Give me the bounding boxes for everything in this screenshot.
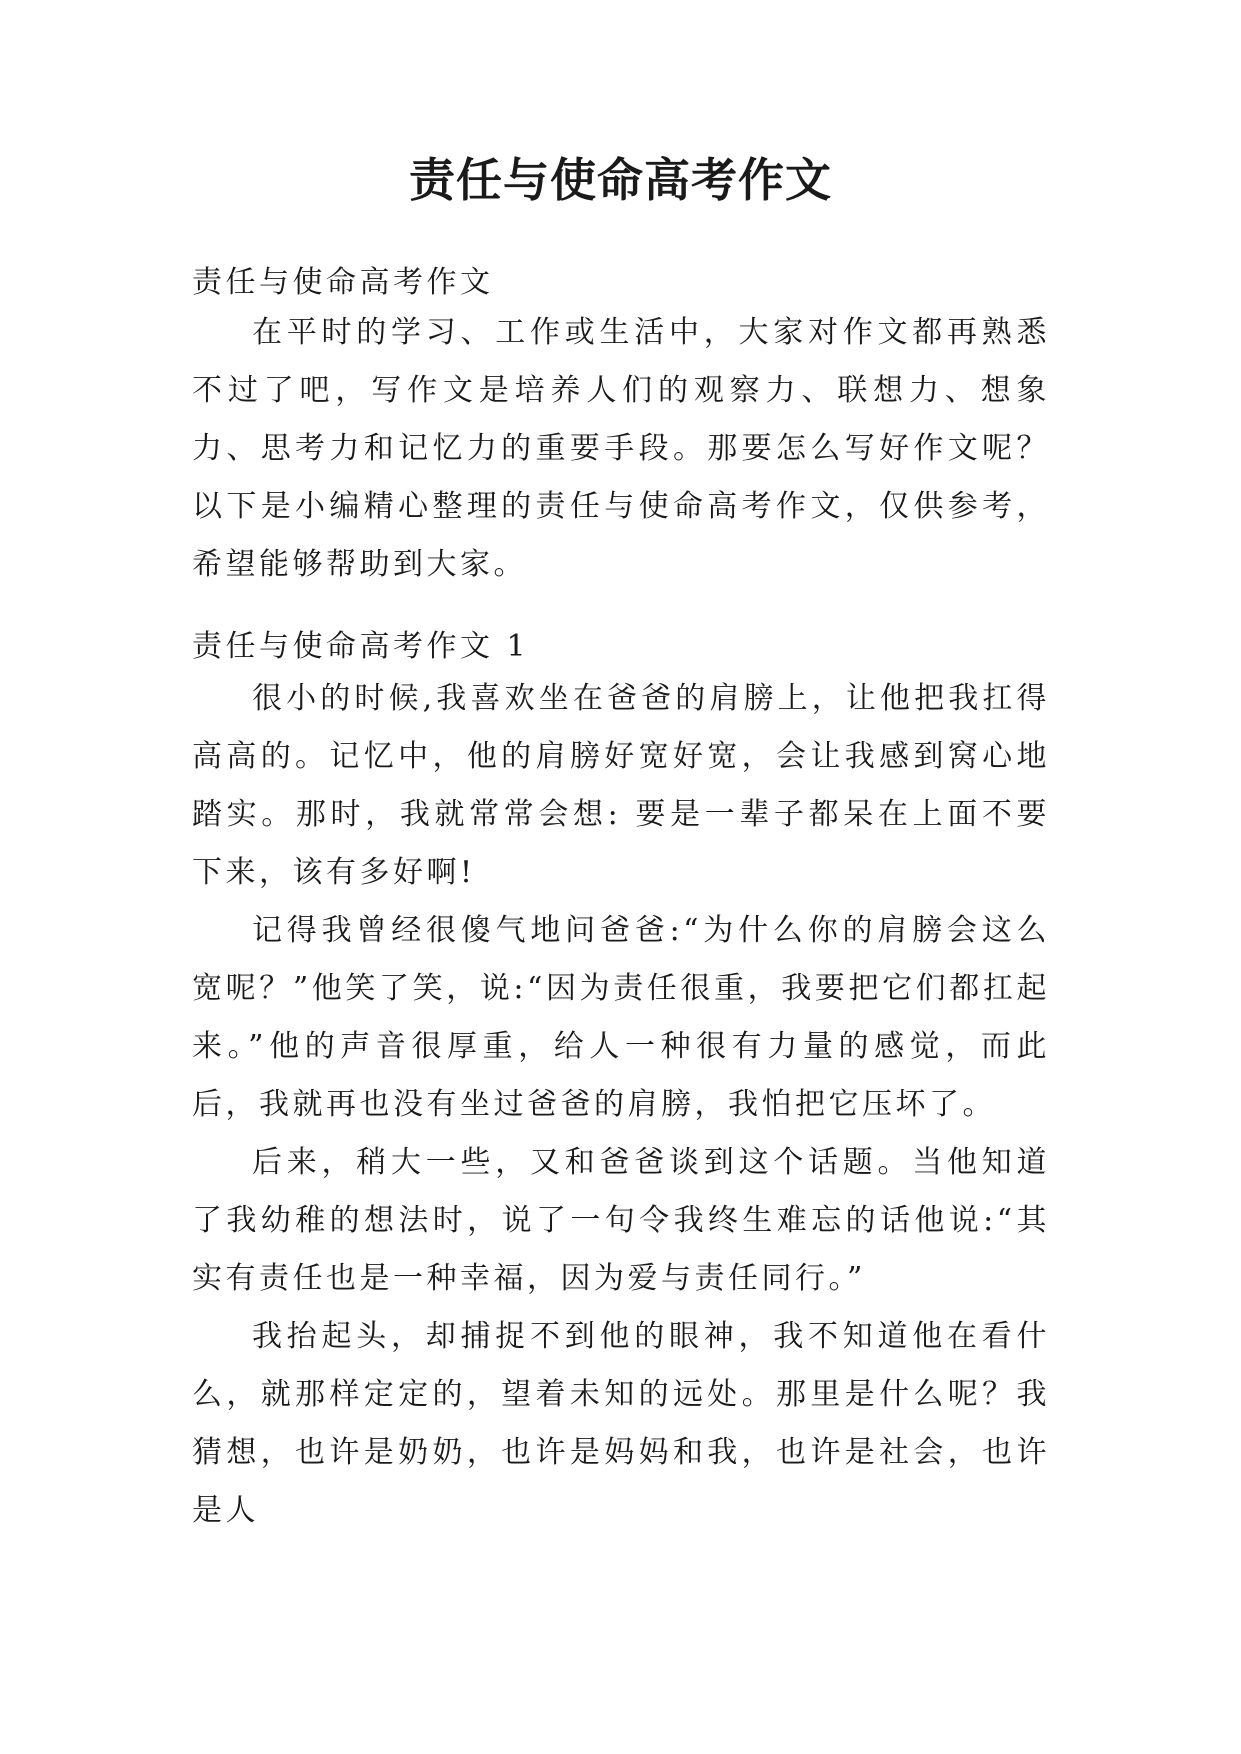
document-title: 责任与使命高考作文 (409, 153, 832, 207)
essay1-paragraph-1: 很小的时候,我喜欢坐在爸爸的肩膀上，让他把我扛得高高的。记忆中，他的肩膀好宽好宽，会让我感到窝心地踏实。那时，我就常常会想: 要是一辈子都呆在上面不要下来，该有多好啊! (192, 681, 1050, 890)
essay1-section (192, 670, 1050, 1540)
essay1-paragraph-3: 后来，稍大一些，又和爸爸谈到这个话题。当他知道了我幼稚的想法时，说了一句令我终生难忘的话他说:“其实有责任也是一种幸福，因为爱与责任同行。” (192, 1145, 1050, 1296)
intro-section (192, 304, 1050, 594)
intro-heading: 责任与使命高考作文 (192, 265, 494, 300)
essay1-paragraph-4: 我抬起头，却捕捉不到他的眼神，我不知道他在看什么，就那样定定的，望着未知的远处。那里是什么呢？我猜想，也许是奶奶，也许是妈妈和我，也许是社会，也许是人 (192, 1319, 1050, 1528)
intro-paragraph: 在平时的学习、工作或生活中，大家对作文都再熟悉不过了吧，写作文是培养人们的观察力、联想力、想象力、思考力和记忆力的重要手段。那要怎么写好作文呢？以下是小编精心整理的责任与使命高考作文，仅供参考，希望能够帮助到大家。 (192, 315, 1050, 582)
essay1-paragraph-2: 记得我曾经很傻气地问爸爸:“为什么你的肩膀会这么宽呢？”他笑了笑，说:“因为责任很重，我要把它们都扛起来。”他的声音很厚重，给人一种很有力量的感觉，而此后，我就再也没有坐过爸爸的肩膀，我怕把它压坏了。 (192, 913, 1050, 1122)
essay1-heading: 责任与使命高考作文 1 (192, 629, 530, 664)
